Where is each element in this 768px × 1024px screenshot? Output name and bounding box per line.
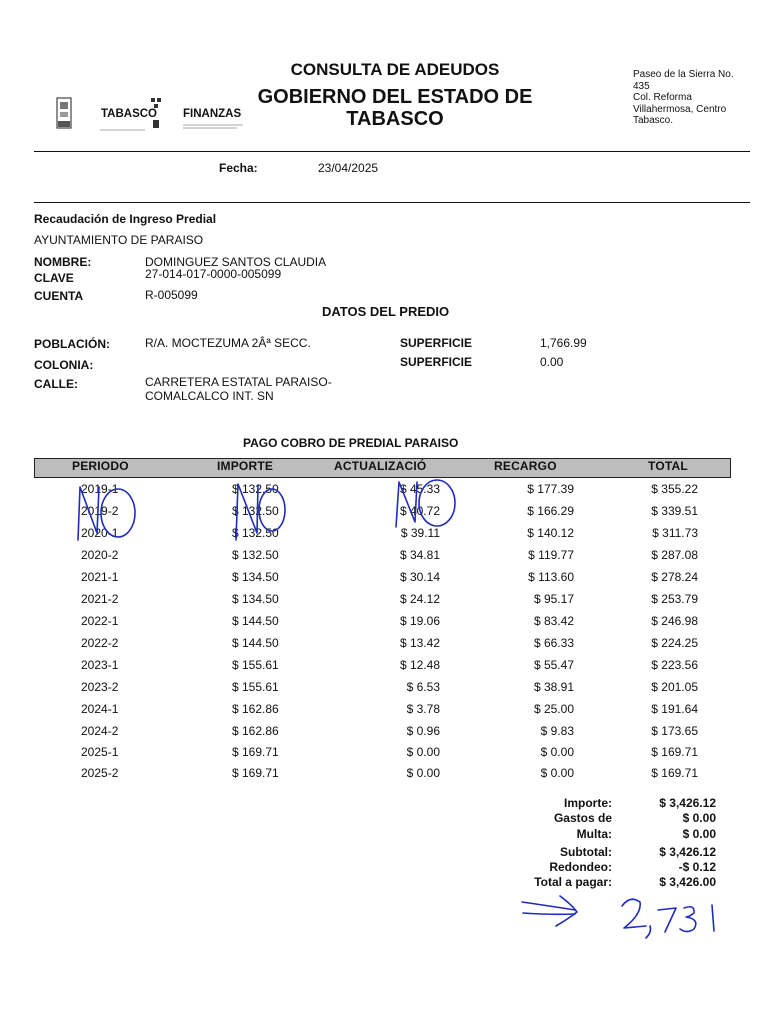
table-row: [0, 658, 768, 680]
summary-value-gastos: $ 0.00: [682, 811, 716, 825]
cell-importe: $ 155.61: [232, 658, 279, 672]
summary-label-total: Total a pagar:: [534, 875, 612, 889]
cell-periodo: 2020-2: [81, 548, 119, 562]
cell-importe: $ 132.50: [232, 548, 279, 562]
table-row: [0, 482, 768, 504]
cell-recargo: $ 9.83: [540, 724, 574, 738]
logo: [55, 96, 255, 140]
cell-importe: $ 169.71: [232, 745, 279, 759]
address-line: Col. Reforma: [633, 92, 692, 103]
summary-value-redondeo: -$ 0.12: [678, 860, 716, 874]
cell-recargo: $ 177.39: [527, 482, 574, 496]
table-row: [0, 570, 768, 592]
cell-periodo: 2025-2: [81, 766, 119, 780]
cell-periodo: 2019-2: [81, 504, 119, 518]
nombre-value: DOMINGUEZ SANTOS CLAUDIA: [145, 255, 327, 269]
cell-periodo: 2019-1: [81, 482, 119, 496]
cell-periodo: 2021-2: [81, 592, 119, 606]
column-header-total: TOTAL: [648, 459, 688, 473]
cell-importe: $ 169.71: [232, 766, 279, 780]
divider: [34, 151, 750, 152]
cell-total: $ 169.71: [651, 745, 698, 759]
clave-value: 27-014-017-0000-005099: [145, 267, 282, 281]
cuenta-value: R-005099: [145, 288, 198, 302]
cell-periodo: 2024-1: [81, 702, 119, 716]
cell-recargo: $ 0.00: [540, 766, 574, 780]
cell-actualizacion: $ 6.53: [406, 680, 440, 694]
cell-recargo: $ 95.17: [533, 592, 574, 606]
superficie-label: SUPERFICIE: [400, 355, 473, 369]
table-row: [0, 724, 768, 746]
fecha-label: Fecha:: [219, 161, 258, 175]
calle-value-line1: CARRETERA ESTATAL PARAISO-: [145, 375, 332, 389]
handwritten-amount-mark: [680, 907, 696, 932]
cell-recargo: $ 140.12: [527, 526, 574, 540]
cell-recargo: $ 25.00: [533, 702, 574, 716]
cell-total: $ 339.51: [651, 504, 698, 518]
clave-label: CLAVE: [34, 271, 74, 285]
cell-importe: $ 144.50: [232, 614, 279, 628]
cell-importe: $ 162.86: [232, 702, 279, 716]
summary-label-multa: Multa:: [576, 827, 612, 841]
column-header-periodo: PERIODO: [72, 459, 129, 473]
summary-label-gastos: Gastos de: [553, 811, 612, 825]
cell-total: $ 246.98: [651, 614, 698, 628]
handwritten-amount-mark: [658, 908, 676, 932]
page-title: CONSULTA DE ADEUDOS: [290, 60, 500, 79]
cell-total: $ 169.71: [651, 766, 698, 780]
cell-importe: $ 155.61: [232, 680, 279, 694]
cell-periodo: 2023-2: [81, 680, 119, 694]
poblacion-value: R/A. MOCTEZUMA 2Âª SECC.: [145, 336, 311, 350]
address-line: Villahermosa, Centro: [633, 103, 727, 115]
cell-actualizacion: $ 0.00: [406, 766, 440, 780]
calle-value-line2: COMALCALCO INT. SN: [145, 389, 274, 403]
handwritten-arrow-mark: [523, 913, 575, 914]
handwritten-arrow-mark: [522, 902, 575, 910]
address-line: Paseo de la Sierra No.: [633, 69, 734, 80]
summary-value-subtotal: $ 3,426.12: [659, 845, 716, 859]
cuenta-label: CUENTA: [34, 289, 84, 303]
table-row: [0, 592, 768, 614]
cell-importe: $ 132.50: [232, 504, 279, 518]
cell-actualizacion: $ 19.06: [399, 614, 440, 628]
cell-total: $ 191.64: [651, 702, 698, 716]
cell-actualizacion: $ 0.00: [406, 745, 440, 759]
address-line: Tabasco.: [633, 115, 674, 126]
table-row: [0, 548, 768, 570]
cell-recargo: $ 38.91: [533, 680, 574, 694]
cell-total: $ 201.05: [651, 680, 698, 694]
predio-section-title: DATOS DEL PREDIO: [322, 304, 450, 319]
cell-actualizacion: $ 39.11: [400, 526, 440, 540]
column-header-actualizacion: ACTUALIZACIÓ: [334, 459, 427, 473]
government-title-line2: TABASCO: [346, 108, 444, 130]
cell-importe: $ 162.86: [232, 724, 279, 738]
table-row: [0, 680, 768, 702]
cell-actualizacion: $ 13.42: [399, 636, 440, 650]
cell-recargo: $ 83.42: [533, 614, 574, 628]
cell-importe: $ 134.50: [232, 592, 279, 606]
cell-importe: $ 132.50: [232, 526, 279, 540]
colonia-label: COLONIA:: [34, 358, 94, 372]
table-row: [0, 636, 768, 658]
handwritten-amount-mark: [646, 926, 651, 938]
cell-actualizacion: $ 34.81: [399, 548, 440, 562]
address-block: [633, 69, 753, 127]
cell-recargo: $ 166.29: [527, 504, 574, 518]
table-row: [0, 504, 768, 526]
office-title: Recaudación de Ingreso Predial: [34, 212, 217, 226]
cell-importe: $ 132.50: [232, 482, 279, 496]
cell-total: $ 287.08: [651, 548, 698, 562]
fecha-value: 23/04/2025: [318, 161, 379, 175]
table-row: [0, 614, 768, 636]
logo-text-finanzas: FINANZAS: [183, 108, 242, 120]
cell-actualizacion: $ 24.12: [399, 592, 440, 606]
cell-recargo: $ 66.33: [533, 636, 574, 650]
poblacion-label: POBLACIÓN:: [34, 337, 110, 351]
cell-periodo: 2022-1: [81, 614, 119, 628]
cell-actualizacion: $ 12.48: [399, 658, 440, 672]
government-title-line1: GOBIERNO DEL ESTADO DE: [257, 86, 533, 108]
table-row: [0, 702, 768, 724]
cell-actualizacion: $ 40.72: [399, 504, 440, 518]
summary-label-redondeo: Redondeo:: [549, 860, 612, 874]
cell-periodo: 2020-1: [81, 526, 119, 540]
summary-label-subtotal: Subtotal:: [560, 845, 612, 859]
summary-label-importe: Importe:: [564, 796, 612, 810]
table-row: [0, 526, 768, 548]
cell-total: $ 224.25: [651, 636, 698, 650]
handwritten-amount-mark: [622, 899, 646, 928]
superficie-value: 0.00: [540, 355, 564, 369]
cell-recargo: $ 113.60: [528, 570, 574, 584]
column-header-recargo: RECARGO: [494, 459, 557, 473]
summary-value-importe: $ 3,426.12: [659, 796, 716, 810]
cell-recargo: $ 119.77: [528, 548, 574, 562]
cell-actualizacion: $ 3.78: [406, 702, 440, 716]
column-header-importe: IMPORTE: [217, 459, 274, 473]
handwritten-amount-mark: [712, 905, 714, 931]
cell-periodo: 2022-2: [81, 636, 119, 650]
government-title: [230, 86, 560, 130]
cell-actualizacion: $ 0.96: [406, 724, 440, 738]
cell-total: $ 278.24: [651, 570, 698, 584]
cell-actualizacion: $ 45.33: [399, 482, 440, 496]
cell-recargo: $ 55.47: [533, 658, 574, 672]
table-title: PAGO COBRO DE PREDIAL PARAISO: [243, 436, 459, 450]
cell-periodo: 2023-1: [81, 658, 119, 672]
cell-periodo: 2024-2: [81, 724, 119, 738]
cell-actualizacion: $ 30.14: [399, 570, 440, 584]
cell-periodo: 2021-1: [81, 570, 119, 584]
cell-importe: $ 134.50: [232, 570, 279, 584]
superficie-label: SUPERFICIE: [400, 336, 473, 350]
cell-total: $ 355.22: [651, 482, 698, 496]
summary-value-total: $ 3,426.00: [659, 875, 716, 889]
cell-importe: $ 144.50: [232, 636, 279, 650]
cell-total: $ 253.79: [651, 592, 698, 606]
table-row: [0, 766, 768, 788]
municipality: AYUNTAMIENTO DE PARAISO: [34, 233, 204, 247]
summary-value-multa: $ 0.00: [682, 827, 716, 841]
superficie-value: 1,766.99: [540, 336, 587, 350]
calle-label: CALLE:: [34, 377, 78, 391]
table-row: [0, 745, 768, 767]
cell-total: $ 223.56: [651, 658, 698, 672]
cell-total: $ 311.73: [652, 526, 698, 540]
address-line: 435: [633, 80, 650, 92]
logo-text-tabasco: TABASCO: [101, 108, 158, 120]
cell-recargo: $ 0.00: [540, 745, 574, 759]
divider: [34, 202, 750, 203]
nombre-label: NOMBRE:: [34, 255, 92, 269]
cell-total: $ 173.65: [651, 724, 698, 738]
handwritten-arrow-mark: [556, 896, 577, 926]
cell-periodo: 2025-1: [81, 745, 119, 759]
